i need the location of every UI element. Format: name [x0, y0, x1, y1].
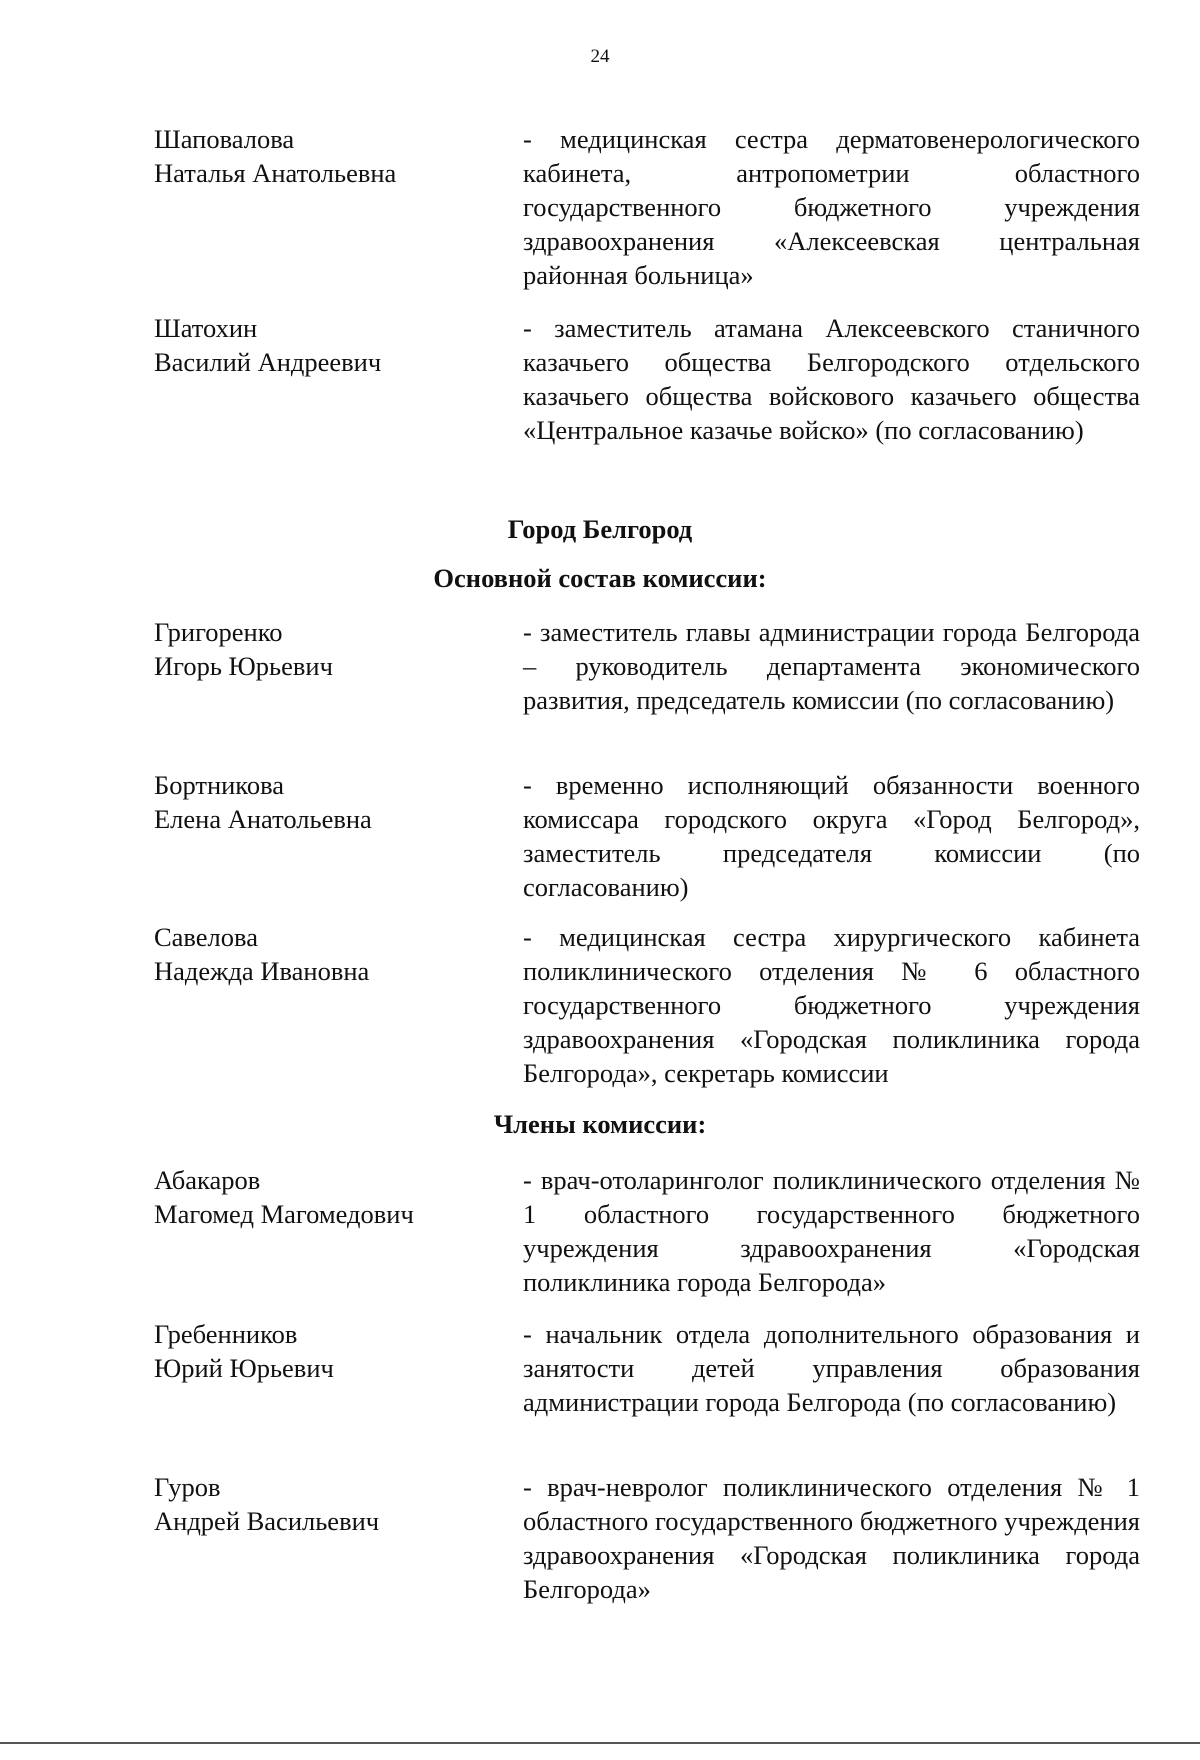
person-name [154, 1163, 494, 1231]
person-surname: Гуров [154, 1472, 221, 1502]
person-given-names: Елена Анатольевна [154, 804, 372, 834]
person-name [154, 1470, 494, 1538]
members-heading: Члены комиссии: [493, 1109, 707, 1139]
person-role: - заместитель главы администрации города Белгорода – руководитель департамента экономического развития, председатель комиссии (по согласованию) [523, 617, 1140, 715]
person-given-names: Юрий Юрьевич [154, 1353, 334, 1383]
person-role: - заместитель атамана Алексеевского станичного казачьего общества Белгородского отдельского казачьего общества войскового казачьего общества «Центральное казачье войско» (по согласованию) [523, 313, 1140, 445]
section-heading: Город Белгород [507, 514, 693, 544]
person-role: - временно исполняющий обязанности военного комиссара городского округа «Город Белгород», заместитель председателя комиссии (по согласованию) [523, 770, 1140, 902]
person-name [154, 122, 494, 190]
main-composition-heading: Основной состав комиссии: [433, 563, 767, 593]
person-name [154, 920, 494, 988]
person-given-names: Магомед Магомедович [154, 1199, 414, 1229]
person-role: - медицинская сестра дерматовенерологического кабинета, антропометрии областного государственного бюджетного учреждения здравоохранения «Алексеевская центральная районная больница» [523, 124, 1140, 290]
person-surname: Бортникова [154, 770, 285, 800]
person-role: - врач-отоларинголог поликлинического отделения № 1 областного государственного бюджетного учреждения здравоохранения «Городская поликлиника города Белгорода» [523, 1165, 1140, 1297]
person-role: - медицинская сестра хирургического кабинета поликлинического отделения № 6 областного государственного бюджетного учреждения здравоохранения «Городская поликлиника города Белгорода», секретарь комиссии [523, 922, 1140, 1088]
person-surname: Григоренко [154, 617, 283, 647]
person-given-names: Наталья Анатольевна [154, 158, 397, 188]
person-name [154, 1317, 494, 1385]
person-role: - врач-невролог поликлинического отделения № 1 областного государственного бюджетного учреждения здравоохранения «Городская поликлиника города Белгорода» [523, 1472, 1140, 1604]
person-surname: Шаповалова [154, 124, 295, 154]
person-surname: Абакаров [154, 1165, 261, 1195]
person-surname: Савелова [154, 922, 258, 952]
person-role: - начальник отдела дополнительного образования и занятости детей управления образования администрации города Белгорода (по согласованию) [523, 1319, 1140, 1417]
person-given-names: Игорь Юрьевич [154, 651, 333, 681]
person-surname: Шатохин [154, 313, 258, 343]
page-number: 24 [590, 46, 610, 67]
person-name [154, 768, 494, 836]
person-given-names: Надежда Ивановна [154, 956, 370, 986]
person-given-names: Василий Андреевич [154, 347, 382, 377]
person-name [154, 311, 494, 379]
person-given-names: Андрей Васильевич [154, 1506, 380, 1536]
person-name [154, 615, 494, 683]
person-surname: Гребенников [154, 1319, 298, 1349]
page-bottom-rule [0, 1742, 1200, 1744]
